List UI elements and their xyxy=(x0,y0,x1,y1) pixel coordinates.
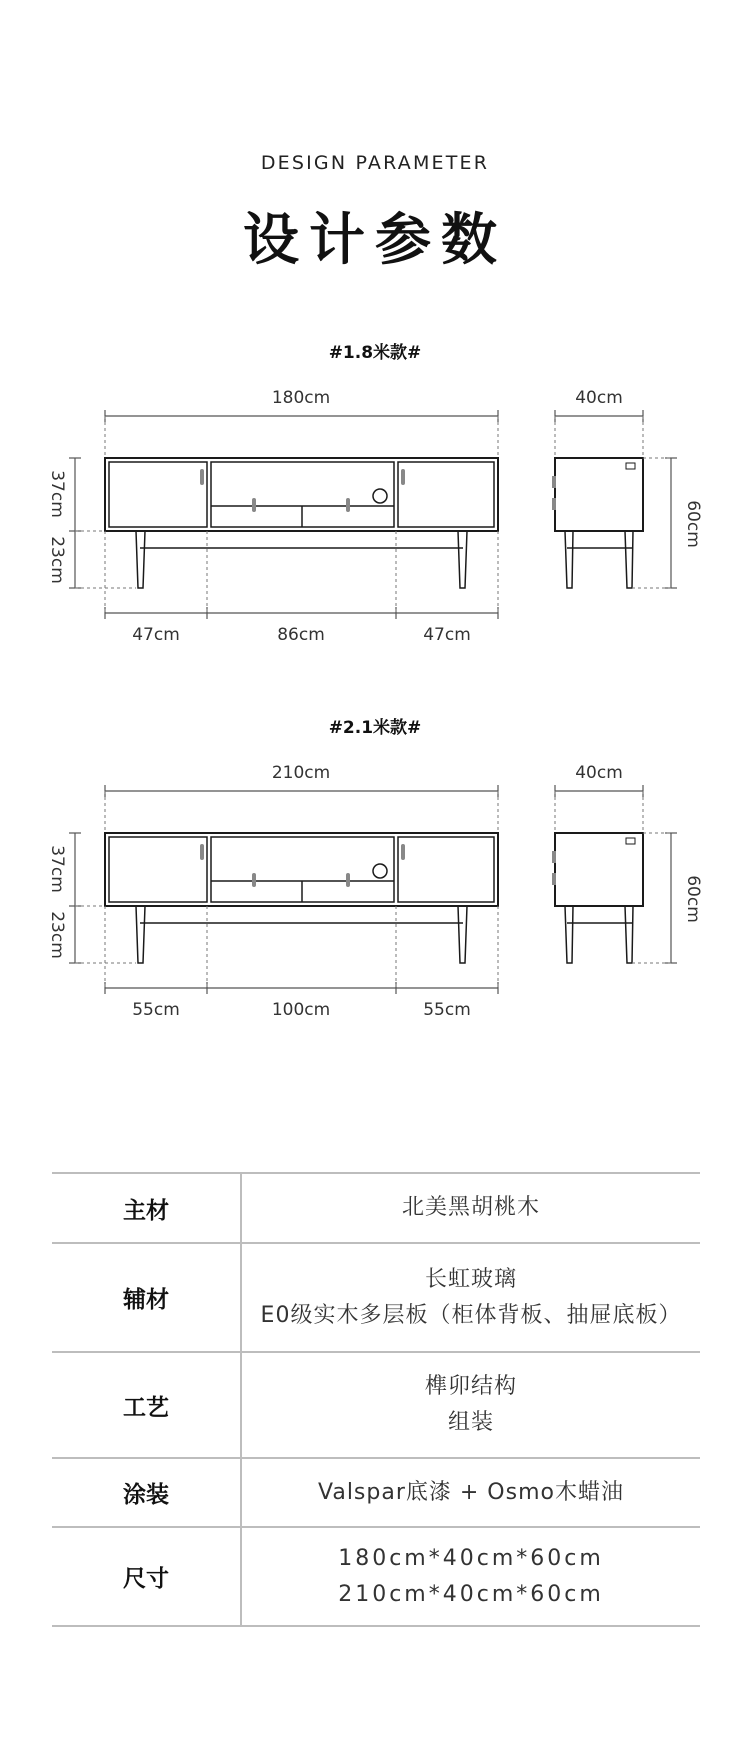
spec-value-line: E0级实木多层板（柜体背板、抽屉底板） xyxy=(260,1302,682,1328)
variant-1-title: #1.8米款# xyxy=(328,343,422,363)
front-height-leg-label: 23cm xyxy=(47,536,67,584)
spec-value xyxy=(241,1243,700,1352)
variant-2-title: #2.1米款# xyxy=(328,718,422,738)
variant-1-diagram xyxy=(0,370,750,670)
side-height-label: 60cm xyxy=(683,500,703,548)
spec-key: 工艺 xyxy=(52,1352,241,1458)
spec-row-finish xyxy=(52,1458,700,1527)
spec-value-line: 长虹玻璃 xyxy=(424,1266,517,1292)
spec-value-line: 210cm*40cm*60cm xyxy=(338,1581,604,1607)
spec-value xyxy=(241,1458,700,1527)
side-view-cabinet xyxy=(552,833,643,963)
front-height-top-label: 37cm xyxy=(47,470,67,518)
side-view-cabinet xyxy=(552,458,643,588)
spec-table xyxy=(52,1172,700,1627)
spec-value-line: 榫卯结构 xyxy=(424,1374,517,1399)
spec-value xyxy=(241,1173,700,1243)
front-segment-right-label: 47cm xyxy=(423,625,471,645)
spec-value xyxy=(241,1352,700,1458)
variant-2-diagram xyxy=(0,745,750,1045)
side-depth-label: 40cm xyxy=(575,388,623,408)
side-height-label: 60cm xyxy=(683,875,703,923)
front-total-width-label: 210cm xyxy=(271,763,331,783)
front-segment-left-label: 55cm xyxy=(132,1000,180,1020)
front-segment-left-label: 47cm xyxy=(132,625,180,645)
front-height-leg-label: 23cm xyxy=(47,911,67,959)
spec-key: 涂装 xyxy=(52,1458,241,1527)
spec-key: 尺寸 xyxy=(52,1527,241,1626)
spec-row-craft xyxy=(52,1352,700,1458)
side-depth-label: 40cm xyxy=(575,763,623,783)
spec-row-size xyxy=(52,1527,700,1626)
header-chinese-title: 设计参数 xyxy=(243,208,507,273)
spec-key: 辅材 xyxy=(52,1243,241,1352)
spec-value-line: 北美黑胡桃木 xyxy=(401,1195,540,1220)
spec-row-auxiliary-material xyxy=(52,1243,700,1352)
spec-value-line: Valspar底漆 + Osmo木蜡油 xyxy=(318,1479,624,1505)
spec-value-line: 组装 xyxy=(447,1410,494,1435)
spec-key: 主材 xyxy=(52,1173,241,1243)
front-height-top-label: 37cm xyxy=(47,845,67,893)
front-segment-middle-label: 86cm xyxy=(277,625,325,645)
spec-value-line: 180cm*40cm*60cm xyxy=(338,1545,604,1571)
spec-row-main-material xyxy=(52,1173,700,1243)
front-view-cabinet xyxy=(105,833,498,963)
front-segment-middle-label: 100cm xyxy=(271,1000,331,1020)
front-total-width-label: 180cm xyxy=(271,388,331,408)
front-segment-right-label: 55cm xyxy=(423,1000,471,1020)
front-view-cabinet xyxy=(105,458,498,588)
spec-value xyxy=(241,1527,700,1626)
header-english: DESIGN PARAMETER xyxy=(260,152,490,174)
